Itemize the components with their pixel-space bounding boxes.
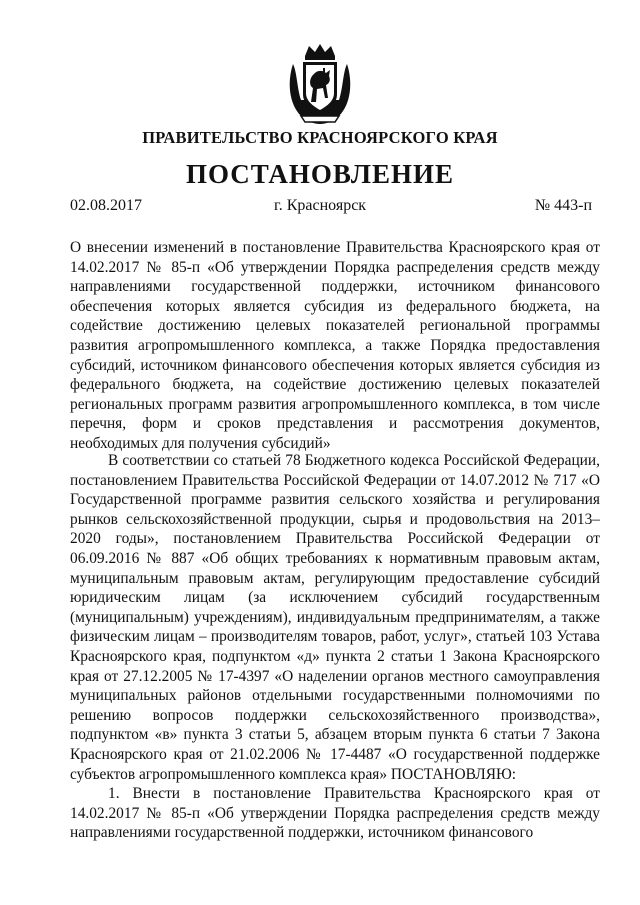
preamble-paragraph: В соответствии со статьей 78 Бюджетного кодекса Российской Федерации, постановлением Правительства Российской Федерации от 14.07.2012 № 717 «О Государственной программе развития сельского хозяйства и регулирования рынков сельскохозяйственной продукции, сырья и продовольствия на 2013–2020 годы», постановлением Правительства Российской Федерации от 06.09.2016 № 887 «Об общих требованиях к нормативным правовым актам, муниципальным правовым актам, регулирующим предоставление субсидий юридическим лицам (за исключением субсидий государственным (муниципальным) учреждениям), индивидуальным предпринимателям, а также физическим лицам – производителям товаров, работ, услуг», статьей 103 Устава Красноярского края, подпунктом «д» пункта 2 статьи 1 Закона Красноярского края от 27.12.2005 № 17-4397 «О наделении органов местного самоуправления муниципальных районов отдельными государственными полномочиями по решению вопросов поддержки сельскохозяйственного производства», подпунктом «в» пункта 3 статьи 5, абзацем вторым пункта 6 статьи 7 Закона Красноярского края от 21.02.2006 № 17-4487 «О государственной поддержке субъектов агропромышленного комплекса края» ПОСТАНОВЛЯЮ: (70, 452, 600, 783)
document-type-heading: ПОСТАНОВЛЕНИЕ (185, 159, 455, 189)
document-title (70, 238, 600, 454)
issuing-authority: ПРАВИТЕЛЬСТВО КРАСНОЯРСКОГО КРАЯ (142, 128, 498, 147)
document-number: № 443-п (534, 197, 592, 214)
document-date: 02.08.2017 (70, 197, 142, 214)
document-body (70, 451, 600, 843)
coat-of-arms-icon (287, 42, 353, 126)
clause-1-paragraph: 1. Внести в постановление Правительства Красноярского края от 14.02.2017 № 85-п «Об утверждении Порядка распределения средств между направлениями государственной поддержки, источником финансового (70, 785, 600, 842)
document-title-text: О внесении изменений в постановление Правительства Красноярского края от 14.02.2017 № 85-п «Об утверждении Порядка распределения средств между направлениями государственной поддержки, источником финансового обеспечения которых является субсидия из федерального бюджета, на содействие достижению целевых показателей региональной программы развития агропромышленного комплекса, а также Порядка предоставления субсидий, источником финансового обеспечения которых является субсидия из федерального бюджета, на содействие достижению целевых показателей региональных программ развития агропромышленного комплекса, в том числе перечня, форм и сроков представления и рассмотрения документов, необходимых для получения субсидий» (70, 239, 600, 452)
document-city: г. Красноярск (273, 197, 367, 214)
